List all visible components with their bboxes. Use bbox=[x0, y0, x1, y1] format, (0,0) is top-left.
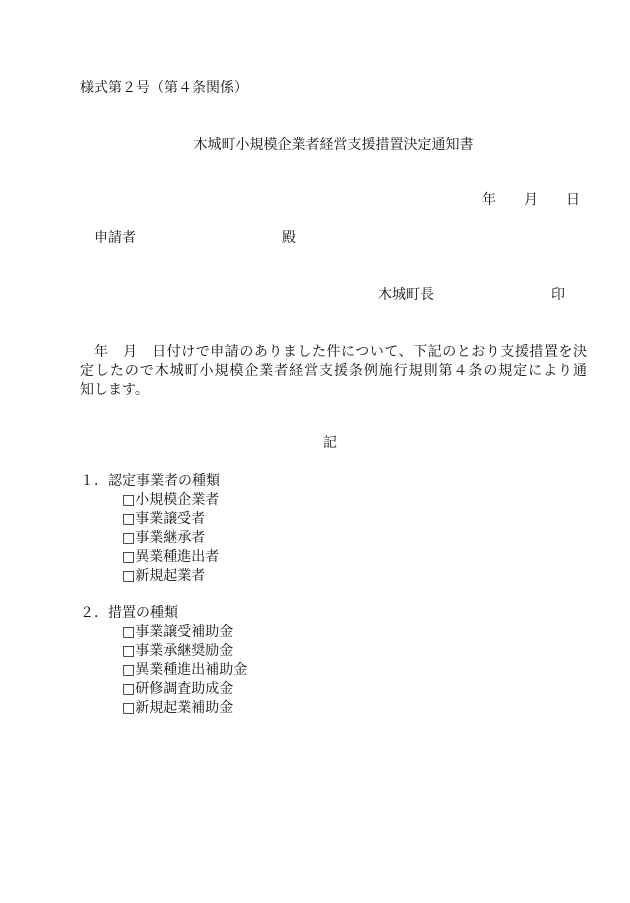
applicant-honorific: 殿 bbox=[282, 230, 296, 246]
checkbox-option: □異業種進出補助金 bbox=[122, 662, 248, 678]
section-heading: ２．措置の種類 bbox=[80, 605, 178, 621]
checkbox-option: □事業承継奨励金 bbox=[122, 643, 234, 659]
body-line: 定したので木城町小規模企業者経営支援条例施行規則第４条の規定により通 bbox=[80, 363, 587, 379]
section-heading: １．認定事業者の種類 bbox=[80, 473, 220, 489]
date-line: 年 月 日 bbox=[482, 192, 580, 208]
section-support-measure-types bbox=[80, 604, 587, 718]
section-certified-business-types bbox=[80, 472, 587, 586]
form-number: 様式第２号（第４条関係） bbox=[80, 80, 248, 96]
document-title: 木城町小規模企業者経営支援措置決定通知書 bbox=[193, 137, 474, 153]
checkbox-option: □事業譲受者 bbox=[122, 511, 206, 527]
issuer-name: 木城町長 bbox=[378, 287, 434, 303]
checkbox-option: □研修調査助成金 bbox=[122, 681, 234, 697]
ki-heading: 記 bbox=[323, 435, 337, 451]
body-line: 知します。 bbox=[80, 382, 149, 398]
applicant-label: 申請者 bbox=[94, 230, 136, 246]
checkbox-option: □事業譲受補助金 bbox=[122, 624, 234, 640]
issuer-seal-mark: 印 bbox=[551, 287, 565, 303]
checkbox-option: □新規起業者 bbox=[122, 568, 206, 584]
checkbox-option: □小規模企業者 bbox=[122, 492, 220, 508]
checkbox-option: □新規起業補助金 bbox=[122, 700, 234, 716]
body-line: 年 月 日付けで申請のありました件について、下記のとおり支援措置を決 bbox=[94, 344, 587, 360]
checkbox-option: □事業継承者 bbox=[122, 530, 206, 546]
checkbox-option: □異業種進出者 bbox=[122, 549, 220, 565]
